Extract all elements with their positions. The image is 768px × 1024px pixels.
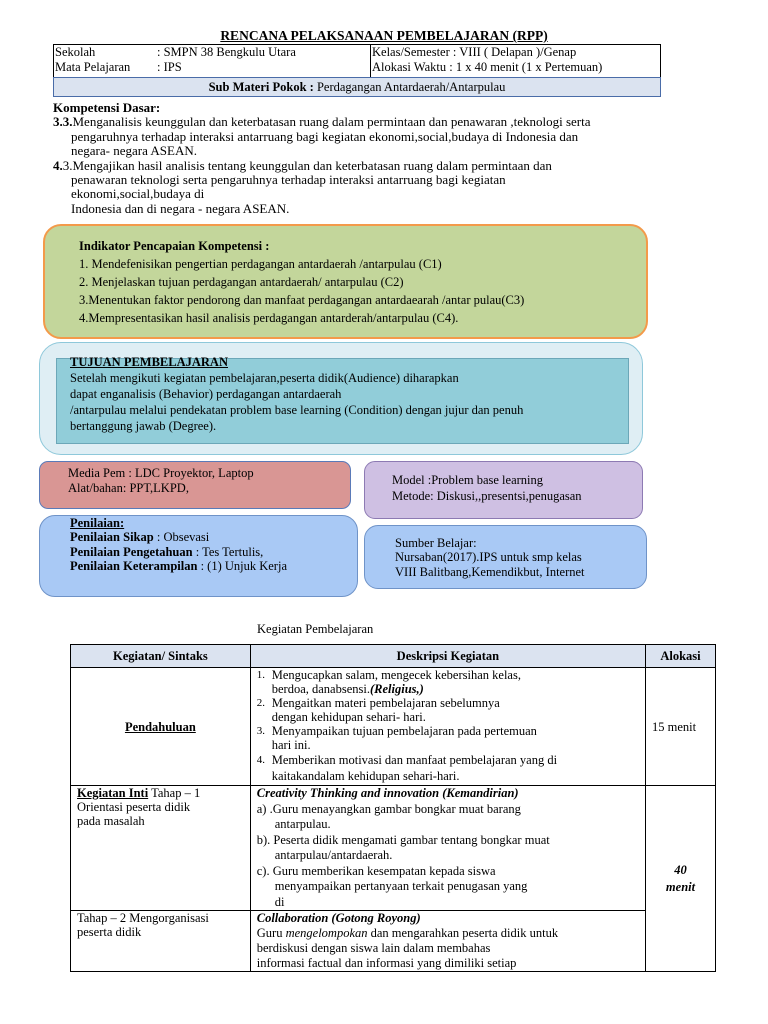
sub-materi-value: Perdagangan Antardaerah/Antarpulau xyxy=(313,80,506,94)
creativity-title: Creativity Thinking and innovation (Kemandirian) xyxy=(256,786,519,800)
pendahuluan-cell: Pendahuluan xyxy=(71,668,251,786)
kelas-semester: Kelas/Semester : VIII ( Delapan )/Genap xyxy=(372,45,577,59)
alokasi-waktu: Alokasi Waktu : 1 x 40 menit (1 x Pertemuan) xyxy=(372,60,603,74)
tahap1-cell: Kegiatan Inti Tahap – 1 Orientasi peserta didik pada masalah xyxy=(71,786,251,911)
identity-left-cell xyxy=(53,44,371,78)
indikator-item: 4.Mempresentasikan hasil analisis perdagangan antarderah/antarpulau (C4). xyxy=(79,311,459,325)
table-row xyxy=(71,668,716,786)
sumber-line: VIII Balitbang,Kemendikbut, Internet xyxy=(395,565,585,579)
tujuan-line: Setelah mengikuti kegiatan pembelajaran,peserta didik(Audience) diharapkan xyxy=(70,371,459,385)
tujuan-line: dapat enganalisis (Behavior) perdagangan antardaerah xyxy=(70,387,342,401)
penilaian-keterampilan: Penilaian Keterampilan : (1) Unjuk Kerja xyxy=(70,559,287,573)
penilaian-title: Penilaian: xyxy=(70,516,125,530)
tujuan-line: bertanggung jawab (Degree). xyxy=(70,419,217,433)
indikator-title: Indikator Pencapaian Kompetensi : xyxy=(79,239,270,253)
kegiatan-title: Kegiatan Pembelajaran xyxy=(257,622,374,636)
metode-line: Metode: Diskusi,,presentsi,penugasan xyxy=(392,489,582,503)
tahap2-desc: Collaboration (Gotong Royong) Guru mengelompokan dan mengarahkan peserta didik untuk berdiskusi dengan siswa lain dalam membahas informasi factual dan informasi yang dimiliki setiap xyxy=(250,911,645,972)
sub-materi-bar xyxy=(53,77,661,97)
header-kegiatan: Kegiatan/ Sintaks xyxy=(71,645,251,668)
identity-table xyxy=(53,44,661,96)
mapel-value: : IPS xyxy=(157,60,182,74)
header-alokasi: Alokasi xyxy=(646,645,716,668)
kd-heading: Kompetensi Dasar: xyxy=(53,100,161,115)
table-row xyxy=(71,911,716,972)
list-item: 2. Mengaitkan materi pembelajaran sebelumnya dengan kehidupan sehari- hari. xyxy=(256,696,500,724)
sub-materi-label: Sub Materi Pokok : xyxy=(208,80,314,94)
pendahuluan-desc xyxy=(250,668,645,786)
kd-2-line4: Indonesia dan di negara - negara ASEAN. xyxy=(71,200,290,216)
penilaian-pengetahuan: Penilaian Pengetahuan : Tes Tertulis, xyxy=(70,545,264,559)
list-item: 1. Mengucapkan salam, mengecek kebersihan kelas, berdoa, danabsensi.(Religius,) xyxy=(256,668,521,696)
header-deskripsi: Deskripsi Kegiatan xyxy=(250,645,645,668)
kompetensi-dasar xyxy=(53,101,725,216)
sekolah-label: Sekolah xyxy=(55,45,96,59)
pendahuluan-alokasi: 15 menit xyxy=(646,668,716,786)
tahap2-cell: Tahap – 2 Mengorganisasi peserta didik xyxy=(71,911,251,972)
sumber-belajar-box xyxy=(364,525,647,589)
kd-1: 3.3.Menganalisis keunggulan dan keterbatasan ruang dalam permintaan dan penawaran ,teknologi serta xyxy=(53,114,591,130)
indikator-item: 2. Menjelaskan tujuan perdagangan antardaerah/ antarpulau (C2) xyxy=(79,275,404,289)
identity-right-cell xyxy=(370,44,661,78)
model-line: Model :Problem base learning xyxy=(392,473,544,487)
indikator-item: 1. Mendefenisikan pengertian perdagangan antardaerah /antarpulau (C1) xyxy=(79,257,442,271)
document-title: RENCANA PELAKSANAAN PEMBELAJARAN (RPP) xyxy=(220,28,548,43)
kd-2-line2: penawaran teknologi serta pengaruhnya terhadap interaksi antarruang bagi kegiatan xyxy=(71,172,506,188)
sekolah-value: : SMPN 38 Bengkulu Utara xyxy=(157,45,296,59)
kd-1-line3: negara- negara ASEAN. xyxy=(71,143,197,159)
kd-1-line2: pengaruhnya terhadap interaksi antarruang bagi kegiatan ekonomi,social,budaya di Indonesia dan xyxy=(71,128,579,144)
tujuan-text xyxy=(70,354,650,434)
penilaian-box xyxy=(39,515,358,597)
tujuan-title: TUJUAN PEMBELAJARAN xyxy=(70,355,228,369)
collaboration-title: Collaboration (Gotong Royong) xyxy=(256,911,421,925)
tahap1-desc: Creativity Thinking and innovation (Kemandirian) a) .Guru menayangkan gambar bongkar muat barang antarpulau. b). Peserta didik mengamati gambar tentang bongkar muat antarpulau/antardaerah. c). Guru memberikan kesempatan kepada siswa menyampaikan pertanyaan terkait penugasan yang di xyxy=(250,786,645,911)
media-box xyxy=(39,461,351,509)
list-item: 4. Memberikan motivasi dan manfaat pembelajaran yang di kaitakandalam kehidupan sehari-hari. xyxy=(256,753,558,783)
indikator-item: 3.Menentukan faktor pendorong dan manfaat perdagangan antardaearah /antar pulau(C3) xyxy=(79,293,525,307)
kd-2-line3: ekonomi,social,budaya di xyxy=(71,186,205,202)
kegiatan-table xyxy=(70,644,716,972)
table-header-row xyxy=(71,645,716,668)
mapel-label: Mata Pelajaran xyxy=(55,60,131,74)
sumber-title: Sumber Belajar: xyxy=(395,536,477,550)
media-line: Media Pem : LDC Proyektor, Laptop xyxy=(68,466,254,480)
sumber-line: Nursaban(2017).IPS untuk smp kelas xyxy=(395,550,582,564)
list-item: 3. Menyampaikan tujuan pembelajaran pada pertemuan hari ini. xyxy=(256,724,537,752)
indikator-box xyxy=(43,224,648,339)
table-row xyxy=(71,786,716,911)
model-box xyxy=(364,461,643,519)
kd-2: 4.3.Mengajikan hasil analisis tentang keunggulan dan keterbatasan ruang dalam permintaan dan xyxy=(53,157,552,173)
alat-bahan-line: Alat/bahan: PPT,LKPD, xyxy=(68,481,189,495)
penilaian-sikap: Penilaian Sikap : Obsevasi xyxy=(70,530,210,544)
inti-alokasi: 40 menit xyxy=(646,786,716,972)
tujuan-line: /antarpulau melalui pendekatan problem base learning (Condition) dengan jujur dan penuh xyxy=(70,403,524,417)
